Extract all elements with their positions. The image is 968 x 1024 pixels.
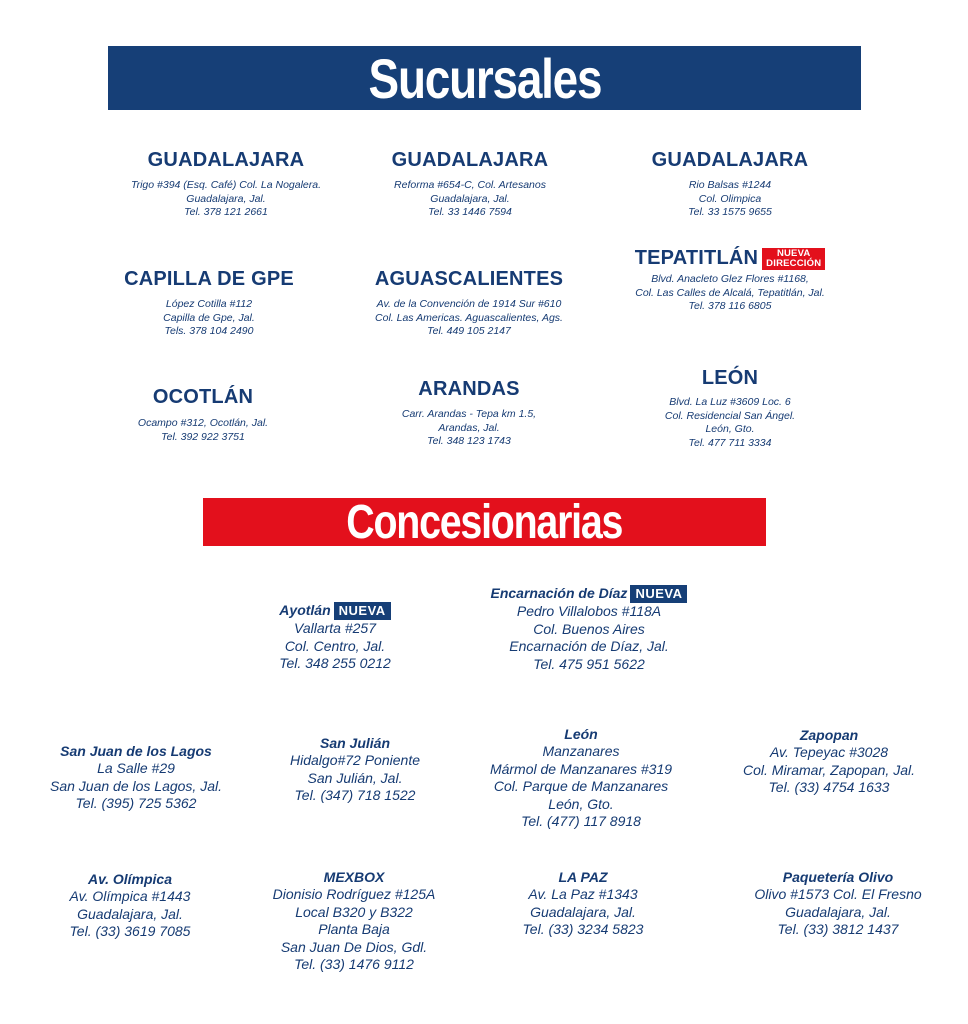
dealer-address-line: Planta Baja: [318, 921, 390, 937]
dealer-av-olimpica: [5, 871, 255, 941]
concesionarias-banner: [203, 495, 766, 549]
concesionarias-title: Concesionarias: [346, 495, 623, 549]
dealer-address-line: Guadalajara, Jal.: [785, 903, 891, 920]
branch-ocotlan: [63, 385, 343, 444]
dealer-phone: Tel. (33) 1476 9112: [294, 956, 414, 972]
branch-address-line: Carr. Arandas - Tepa km 1.5,: [401, 408, 537, 420]
dealer-name: San Juan de los Lagos: [60, 743, 212, 759]
branch-tepatitlan: [590, 246, 870, 314]
dealer-encarnacion-de-diaz: [464, 585, 714, 673]
dealer-address-line: Vallarta #257: [294, 620, 376, 636]
branch-phone: Tel. 449 105 2147: [427, 325, 511, 337]
branch-address-line: Capilla de Gpe, Jal.: [163, 311, 255, 324]
dealer-address-line: Dionisio Rodríguez #125A: [272, 886, 436, 902]
dealer-ayotlan: [210, 602, 460, 673]
dealer-address-line: Col. Centro, Jal.: [284, 637, 386, 654]
branch-name: TEPATITLÁN: [634, 247, 759, 269]
dealer-address-line: Guadalajara, Jal.: [530, 903, 636, 920]
dealer-name: León: [564, 726, 598, 742]
nueva-direccion-badge: NUEVA DIRECCIÓN: [762, 248, 825, 270]
branch-address-line: Col. Las Americas. Aguascalientes, Ags.: [375, 311, 563, 324]
dealer-leon: [456, 726, 706, 831]
branch-address-line: Guadalajara, Jal.: [430, 192, 510, 205]
dealer-phone: Tel. (33) 3812 1437: [777, 921, 899, 937]
branch-address-line: Col. Las Calles de Alcalá, Tepatitlán, Jal.: [635, 286, 825, 299]
dealer-phone: Tel. (477) 117 8918: [521, 813, 641, 829]
branch-phone: Tel. 392 922 3751: [161, 430, 245, 443]
branch-phone: Tel. 477 711 3334: [688, 436, 772, 449]
dealer-phone: Tel. (347) 718 1522: [294, 787, 416, 803]
dealer-address-line: Local B320 y B322: [295, 903, 413, 920]
branch-address-line: Trigo #394 (Esq. Café) Col. La Nogalera.: [130, 179, 322, 191]
branch-capilla-de-gpe: [69, 267, 349, 339]
nueva-badge: NUEVA: [334, 602, 391, 620]
dealer-la-paz: [458, 869, 708, 939]
dealer-name: Zapopan: [799, 727, 859, 743]
dealer-address-line: Av. La Paz #1343: [528, 886, 638, 902]
dealer-paqueteria-olivo: [713, 869, 963, 939]
dealer-address-line: San Juan De Dios, Gdl.: [280, 938, 428, 955]
dealer-name: Ayotlán: [279, 602, 331, 618]
branch-arandas: [329, 377, 609, 449]
branch-name: GUADALAJARA: [391, 149, 549, 171]
branch-name: AGUASCALIENTES: [374, 268, 564, 290]
dealer-name: MEXBOX: [323, 869, 385, 885]
dealer-name: San Julián: [319, 735, 391, 751]
branch-name: CAPILLA DE GPE: [124, 268, 294, 290]
branch-name-row: [590, 246, 870, 270]
dealer-san-julian: [230, 735, 480, 805]
dealer-mexbox: [229, 869, 479, 974]
branch-phone: Tel. 33 1575 9655: [688, 206, 772, 218]
dealer-address-line: Col. Buenos Aires: [533, 620, 645, 637]
dealer-phone: Tel. 475 951 5622: [533, 655, 645, 672]
branch-guadalajara-reforma: [330, 148, 610, 220]
dealer-address-line: Av. Tepeyac #3028: [769, 744, 889, 760]
dealer-phone: Tel. (33) 4754 1633: [768, 779, 890, 795]
dealer-address-line: Col. Miramar, Zapopan, Jal.: [743, 761, 915, 778]
dealer-name: Av. Olímpica: [87, 871, 173, 887]
dealer-name-row: [464, 585, 714, 603]
branch-address-line: Ocampo #312, Ocotlán, Jal.: [137, 417, 269, 429]
branch-address-line: Col. Residencial San Ángel.: [664, 409, 796, 422]
dealer-address-line: Manzanares: [542, 743, 620, 759]
branch-name: OCOTLÁN: [152, 386, 254, 408]
branch-address-line: Blvd. La Luz #3609 Loc. 6: [669, 396, 791, 408]
dealer-address-line: Pedro Villalobos #118A: [516, 603, 662, 619]
dealer-address-line: León, Gto.: [548, 795, 614, 812]
dealer-phone: Tel. (33) 3234 5823: [522, 921, 644, 937]
dealer-name-row: [210, 602, 460, 620]
dealer-name: Encarnación de Díaz: [490, 585, 628, 601]
branch-phone: Tels. 378 104 2490: [164, 325, 254, 337]
branch-name: ARANDAS: [418, 378, 520, 400]
dealer-san-juan-de-los-lagos: [11, 743, 261, 813]
dealer-phone: Tel. 348 255 0212: [279, 655, 391, 671]
dealer-address-line: La Salle #29: [97, 760, 175, 776]
branch-address-line: Rio Balsas #1244: [688, 179, 772, 191]
dealer-address-line: San Julián, Jal.: [307, 769, 403, 786]
branch-phone: Tel. 348 123 1743: [427, 435, 511, 447]
branch-name: GUADALAJARA: [651, 149, 809, 171]
dealer-address-line: Col. Parque de Manzanares: [493, 778, 669, 794]
branch-phone: Tel. 378 116 6805: [688, 300, 772, 312]
branch-address-line: López Cotilla #112: [165, 298, 253, 310]
nueva-badge: NUEVA: [630, 585, 687, 603]
dealer-address-line: Mármol de Manzanares #319: [489, 760, 673, 777]
dealer-address-line: Encarnación de Díaz, Jal.: [509, 638, 669, 654]
dealer-phone: Tel. (33) 3619 7085: [69, 923, 191, 939]
branch-address-line: Col. Olimpica: [698, 192, 762, 205]
branch-guadalajara-trigo: [86, 148, 366, 220]
dealer-address-line: Hidalgo#72 Poniente: [290, 752, 420, 768]
branch-phone: Tel. 33 1446 7594: [428, 206, 512, 218]
sucursales-banner: [108, 46, 861, 110]
branch-address-line: Arandas, Jal.: [438, 421, 500, 434]
branch-address-line: Guadalajara, Jal.: [186, 192, 266, 205]
branch-address-line: Reforma #654-C, Col. Artesanos: [394, 179, 546, 191]
dealer-name: LA PAZ: [558, 869, 608, 885]
branch-name: GUADALAJARA: [147, 149, 305, 171]
sucursales-title: Sucursales: [368, 46, 601, 110]
dealer-address-line: Olivo #1573 Col. El Fresno: [754, 886, 922, 902]
dealer-zapopan: [704, 727, 954, 797]
dealer-address-line: Av. Olímpica #1443: [69, 888, 191, 904]
branch-name: LEÓN: [701, 367, 759, 389]
dealer-phone: Tel. (395) 725 5362: [75, 795, 197, 811]
dealer-address-line: Guadalajara, Jal.: [77, 905, 183, 922]
branch-leon: [590, 366, 870, 450]
branch-address-line: León, Gto.: [705, 423, 755, 435]
branch-address-line: Blvd. Anacleto Glez Flores #1168,: [651, 273, 809, 285]
branch-guadalajara-rio-balsas: [590, 148, 870, 220]
branch-aguascalientes: [329, 267, 609, 339]
dealer-name: Paquetería Olivo: [782, 869, 894, 885]
branch-phone: Tel. 378 121 2661: [184, 206, 268, 218]
branch-address-line: Av. de la Convención de 1914 Sur #610: [376, 298, 562, 310]
dealer-address-line: San Juan de los Lagos, Jal.: [49, 777, 222, 794]
